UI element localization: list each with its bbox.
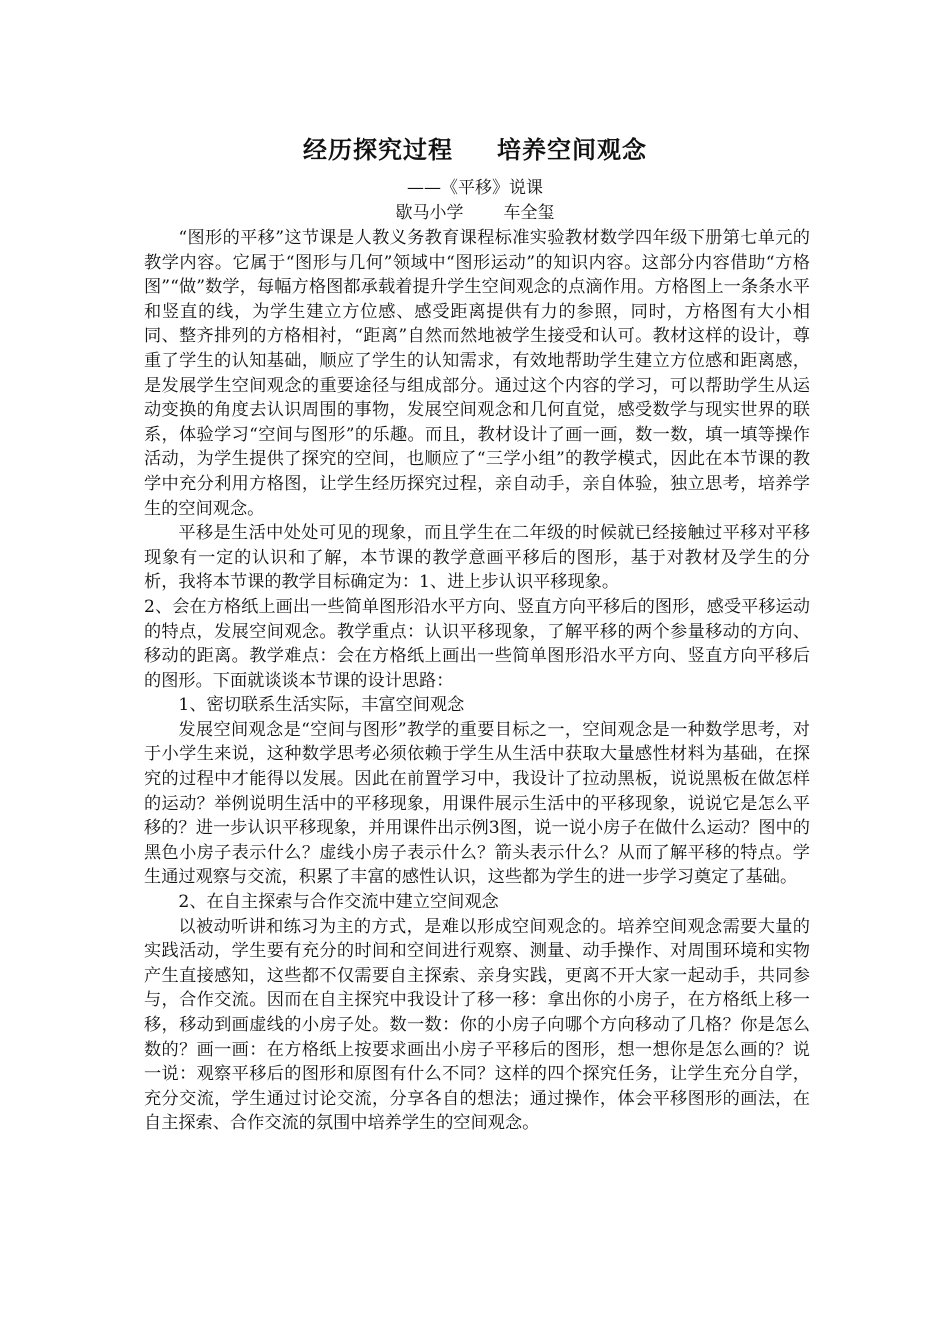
paragraph-key-points: 2、会在方格纸上画出一些简单图形沿水平方向、竖直方向平移后的图形，感受平移运动的特点，发展空间观念。教学重点：认识平移现象，了解平移的两个参量移动的方向、移动的距离。教学难点：会在方格纸上画出一些简单图形沿水平方向、竖直方向平移后的图形。下面就谈谈本节课的设计思路：: [144, 596, 810, 691]
section-heading-2: 2、在自主探索与合作交流中建立空间观念: [178, 892, 499, 913]
section-heading-1: 1、密切联系生活实际，丰富空间观念: [178, 695, 465, 716]
document-title: [0, 134, 950, 166]
title-part-2: 培养空间观念: [497, 135, 647, 164]
document-subtitle: ——《平移》说课: [407, 178, 543, 198]
title-part-1: 经历探究过程: [303, 135, 453, 164]
document-body: [144, 226, 810, 1136]
author-line: [0, 202, 950, 224]
paragraph-section-2: 以被动听讲和练习为主的方式，是难以形成空间观念的。培养空间观念需要大量的实践活动，学生要有充分的时间和空间进行观察、测量、动手操作、对周围环境和实物产生直接感知，这些都不仅需要自主探索、亲身实践，更离不开大家一起动手，共同参与，合作交流。因而在自主探究中我设计了移一移：拿出你的小房子，在方格纸上移一移，移动到画虚线的小房子处。数一数：你的小房子向哪个方向移动了几格？你是怎么数的？画一画：在方格纸上按要求画出小房子平移后的图形，想一想你是怎么画的？说一说：观察平移后的图形和原图有什么不同？这样的四个探究任务，让学生充分自学，充分交流，学生通过讨论交流，分享各自的想法；通过操作，体会平移图形的画法，在自主探索、合作交流的氛围中培养学生的空间观念。: [144, 916, 810, 1134]
paragraph-section-1: 发展空间观念是“空间与图形”教学的重要目标之一，空间观念是一种数学思考，对于小学生来说，这种数学思考必须依赖于学生从生活中获取大量感性材料为基础，在探究的过程中才能得以发展。因此在前置学习中，我设计了拉动黑板，说说黑板在做怎样的运动？举例说明生活中的平移现象，用课件展示生活中的平移现象，说说它是怎么平移的？进一步认识平移现象，并用课件出示例3图，说一说小房子在做什么运动？图中的黑色小房子表示什么？虚线小房子表示什么？箭头表示什么？从而了解平移的特点。学生通过观察与交流，积累了丰富的感性认识，这些都为学生的进一步学习奠定了基础。: [144, 719, 810, 888]
author-name: 车全玺: [503, 203, 555, 223]
paragraph-intro: “图形的平移”这节课是人教义务教育课程标准实验教材数学四年级下册第七单元的教学内容。它属于“图形与几何”领域中“图形运动”的知识内容。这部分内容借助“方格图”“做”数学，每幅方格图都承载着提升学生空间观念的点滴作用。方格图上一条条水平和竖直的线，为学生建立方位感、感受距离提供有力的参照，同时，方格图有大小相同、整齐排列的方格相衬，“距离”自然而然地被学生接受和认可。教材这样的设计，尊重了学生的认知基础，顺应了学生的认知需求，有效地帮助学生建立方位感和距离感，是发展学生空间观念的重要途径与组成部分。通过这个内容的学习，可以帮助学生从运动变换的角度去认识周围的事物，发展空间观念和几何直觉，感受数学与现实世界的联系，体验学习“空间与图形”的乐趣。而且，教材设计了画一画，数一数，填一填等操作活动，为学生提供了探究的空间，也顺应了“三学小组”的教学模式，因此在本节课的教学中充分利用方格图，让学生经历探究过程，亲自动手，亲自体验，独立思考，培养学生的空间观念。: [144, 228, 810, 519]
paragraph-objectives: 平移是生活中处处可见的现象，而且学生在二年级的时候就已经接触过平移对平移现象有一定的认识和了解，本节课的教学意画平移后的图形，基于对教材及学生的分析，我将本节课的教学目标确定为：1、进上步认识平移现象。: [144, 523, 810, 593]
school-name: 歇马小学: [395, 203, 464, 223]
